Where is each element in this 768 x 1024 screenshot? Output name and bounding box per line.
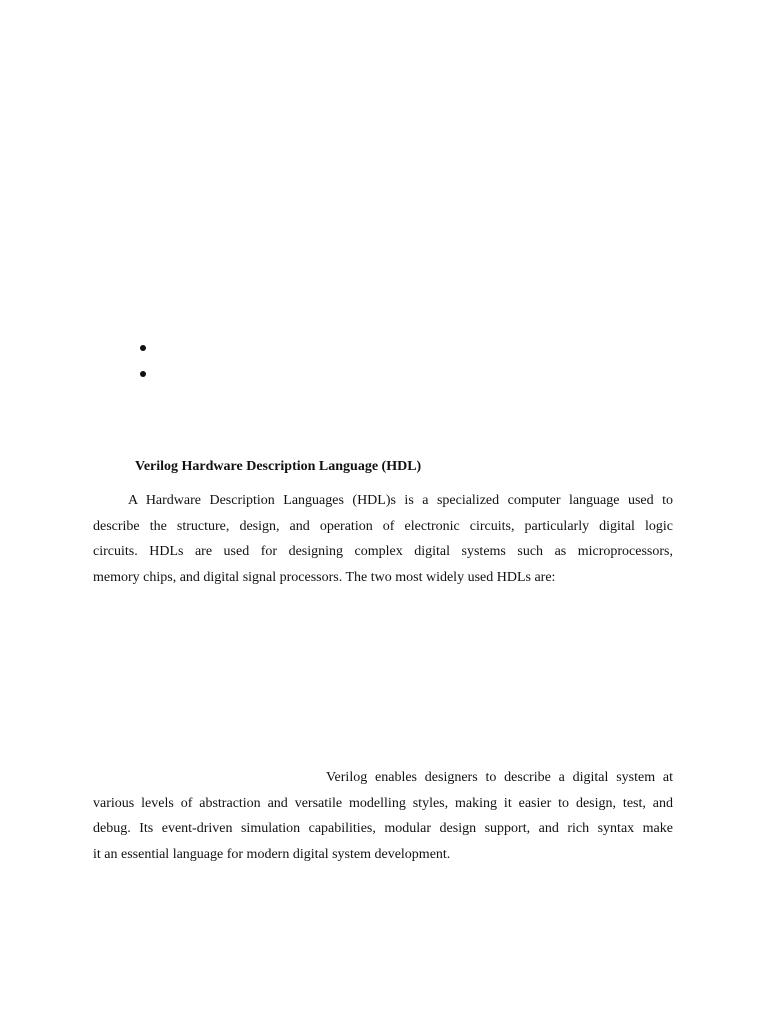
section-heading: Verilog Hardware Description Language (HDL)	[135, 459, 422, 474]
paragraph-hdl-intro	[93, 488, 673, 591]
paragraph-line: Verilog enables designers to describe a digital system at	[326, 770, 673, 785]
paragraph-line: memory chips, and digital signal processors. The two most widely used HDLs are:	[93, 570, 556, 586]
bullet-dot-icon	[140, 345, 146, 351]
paragraph-line: A Hardware Description Languages (HDL)s is a specialized computer language used to	[128, 493, 673, 508]
paragraph-line: it an essential language for modern digital system development.	[93, 847, 451, 863]
paragraph-verilog-summary	[93, 765, 673, 868]
paragraph-line: debug. Its event-driven simulation capabilities, modular design support, and rich syntax make	[93, 821, 673, 837]
paragraph-line: various levels of abstraction and versatile modelling styles, making it easier to design, test, and	[93, 795, 673, 811]
paragraph-line: circuits. HDLs are used for designing complex digital systems such as microprocessors,	[93, 544, 673, 560]
bullet-dot-icon	[140, 371, 146, 377]
paragraph-line: describe the structure, design, and operation of electronic circuits, particularly digital logic	[93, 518, 673, 534]
